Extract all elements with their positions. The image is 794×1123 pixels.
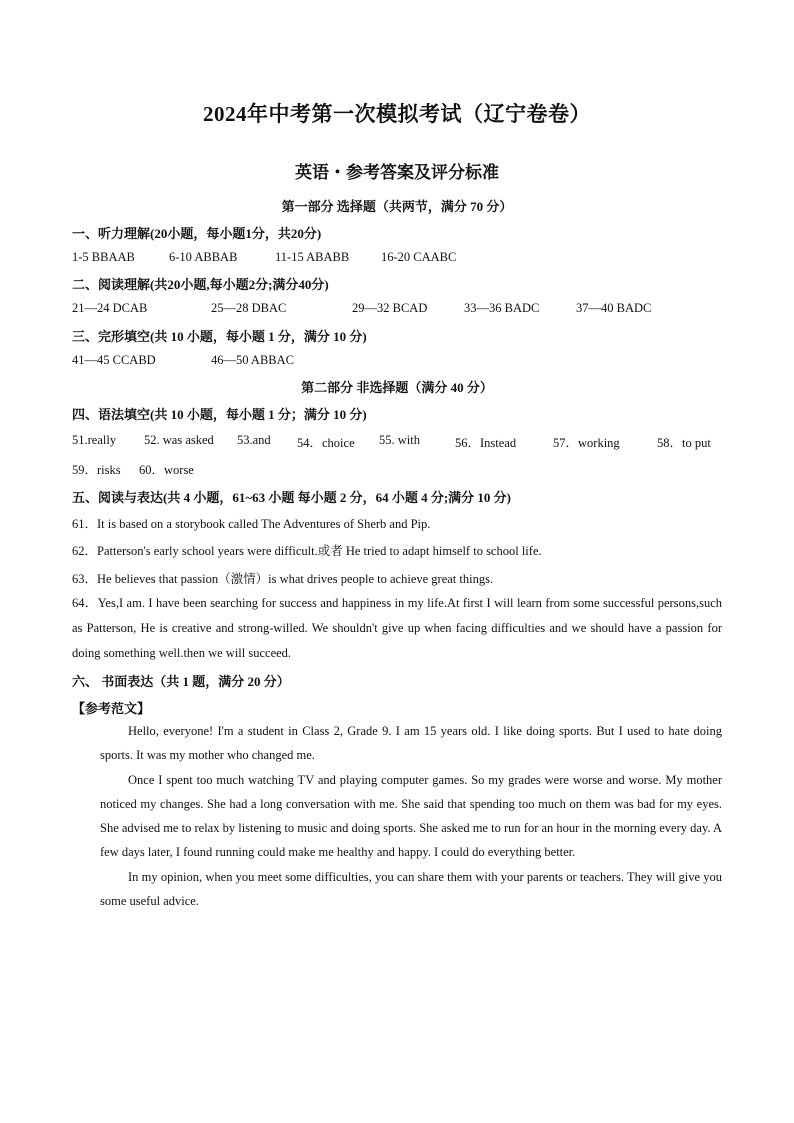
- essay-paragraph: Hello, everyone! I'm a student in Class 2, Grade 9. I am 15 years old. I like doing sports. But I used to hate doing sports. It was my mother who changed me.: [100, 724, 722, 763]
- answer-62: 62．Patterson's early school years were difficult.或者 He tried to adapt himself to school life.: [72, 544, 542, 558]
- answer-item: 59．risks: [72, 463, 121, 477]
- page-subtitle: 英语・参考答案及评分标准: [295, 163, 499, 182]
- section5-heading: 五、阅读与表达(共 4 小题，61~63 小题 每小题 2 分，64 小题 4 分;满分 10 分): [72, 490, 511, 505]
- part1-heading: 第一部分 选择题（共两节，满分 70 分）: [281, 199, 513, 214]
- answer-group: 46—50 ABBAC: [211, 353, 295, 367]
- essay-paragraph: In my opinion, when you meet some difficulties, you can share them with your parents or teachers. They will give you some useful advice.: [100, 869, 722, 909]
- section1-heading: 一、听力理解(20小题，每小题1分，共20分): [72, 226, 322, 241]
- answer-group: 21—24 DCAB: [72, 301, 148, 315]
- answer-group: 1-5 BBAAB: [72, 250, 135, 264]
- answer-61: 61．It is based on a storybook called The Adventures of Sherb and Pip.: [72, 517, 431, 531]
- sample-essay: [100, 719, 722, 913]
- answer-64: 64．Yes,I am. I have been searching for success and happiness in my life.At first I will learn from some successful persons,such as Patterson, He is creative and strong-willed. We shouldn't give up when facing difficulties and we should have a passion for doing something well.then we will succeed.: [72, 596, 722, 660]
- answer-group: 25—28 DBAC: [211, 301, 287, 315]
- answer-item: 56．Instead: [455, 436, 517, 450]
- answer-item: 57．working: [553, 436, 620, 450]
- answer-group: 16-20 CAABC: [381, 250, 457, 264]
- answer-item: 52. was asked: [144, 433, 214, 447]
- section3-heading: 三、完形填空(共 10 小题，每小题 1 分，满分 10 分): [72, 329, 367, 344]
- answer-group: 37—40 BADC: [576, 301, 652, 315]
- answer-group: 6-10 ABBAB: [169, 250, 238, 264]
- answer-group: 41—45 CCABD: [72, 353, 156, 367]
- section2-heading: 二、阅读理解(共20小题,每小题2分;满分40分): [72, 277, 329, 292]
- answer-item: 55. with: [379, 433, 420, 447]
- answer-group: 33—36 BADC: [464, 301, 540, 315]
- answer-item: 51.really: [72, 433, 117, 447]
- answer-group: 29—32 BCAD: [352, 301, 428, 315]
- answer-item: 54．choice: [297, 436, 355, 450]
- answer-63: 63．He believes that passion（激情）is what drives people to achieve great things.: [72, 572, 494, 586]
- answer-item: 53.and: [237, 433, 271, 447]
- part2-heading: 第二部分 非选择题（满分 40 分）: [301, 380, 493, 395]
- sample-essay-label: 【参考范文】: [72, 701, 151, 716]
- answer-item: 58．to put: [657, 436, 711, 450]
- answer-group: 11-15 ABABB: [275, 250, 350, 264]
- essay-paragraph: Once I spent too much watching TV and playing computer games. So my grades were worse and worse. My mother noticed my changes. She had a long conversation with me. She said that spending too much on them was bad for my eyes. She advised me to relax by listening to music and doing sports. She asked me to run for an hour in the morning every day. A few days later, I found running could make me healthy and happy. I could do everything better.: [100, 772, 722, 860]
- section4-heading: 四、语法填空(共 10 小题，每小题 1 分；满分 10 分): [72, 407, 367, 422]
- section6-heading: 六、 书面表达（共 1 题，满分 20 分）: [72, 674, 290, 689]
- answer-item: 60．worse: [139, 463, 194, 477]
- page-title: 2024年中考第一次模拟考试（辽宁卷卷）: [203, 102, 591, 126]
